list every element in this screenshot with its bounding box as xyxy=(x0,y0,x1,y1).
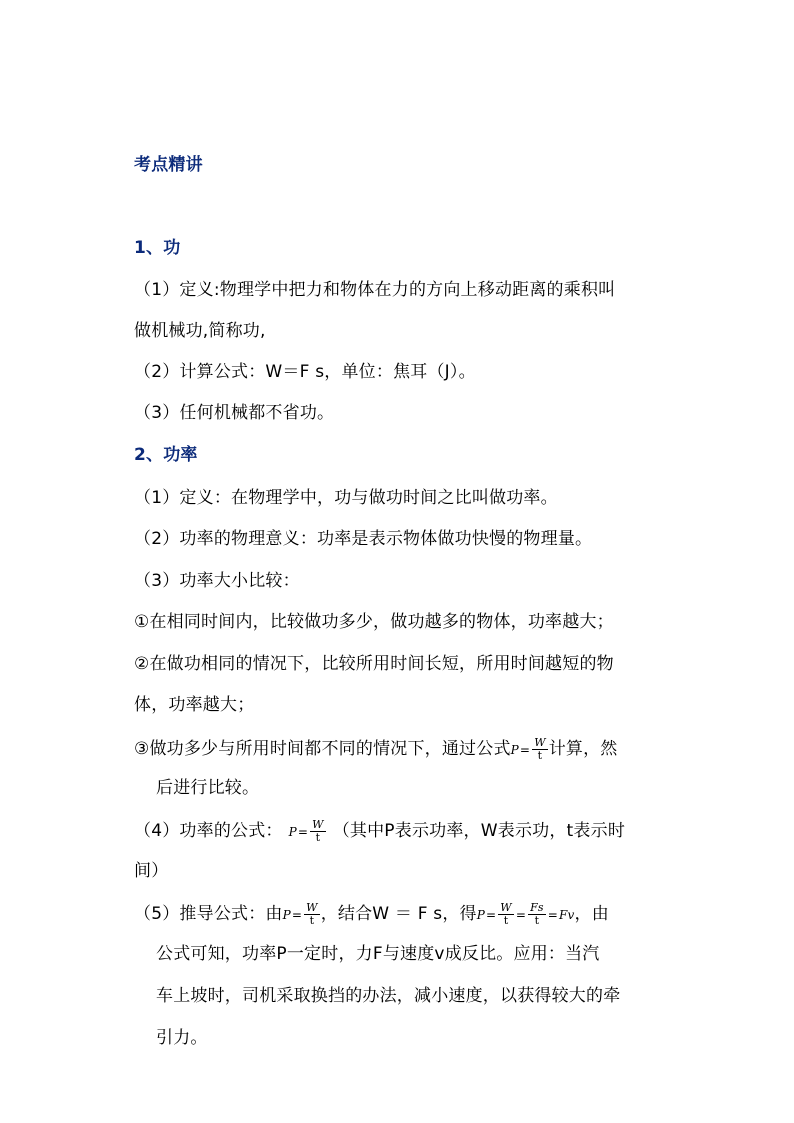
fraction-fs-over-t xyxy=(528,902,546,927)
formula-equals: = xyxy=(515,908,527,922)
fraction-w-over-t xyxy=(304,902,320,927)
comparison-item-2-line2: 体，功率越大； xyxy=(134,695,255,715)
power-formula-explanation: （其中P表示功率，W表示功，t表示时 xyxy=(332,821,626,841)
work-definition-line2: 做机械功,简称功, xyxy=(134,321,266,341)
fraction-numerator: W xyxy=(534,735,546,749)
fraction-numerator: W xyxy=(500,900,512,914)
fraction-denominator: t xyxy=(315,830,321,844)
formula-equals: = xyxy=(547,908,559,922)
fraction-numerator: Fs xyxy=(530,900,544,914)
work-formula: （2）计算公式：W＝F s，单位：焦耳（J）。 xyxy=(134,362,476,382)
fraction-w-over-t xyxy=(310,819,326,844)
fraction-numerator: W xyxy=(306,900,318,914)
comparison-item-3-tail: 计算，然 xyxy=(548,739,618,759)
comparison-item-2-line1: ②在做功相同的情况下，比较所用时间长短，所用时间越短的物 xyxy=(134,654,614,674)
formula-P: P xyxy=(510,743,519,757)
power-comparison-title: （3）功率大小比较： xyxy=(134,571,300,591)
formula-equals: = xyxy=(297,825,309,839)
derived-formula-line1 xyxy=(134,899,609,930)
formula-P: P xyxy=(476,908,486,922)
formula-equals: = xyxy=(291,908,303,922)
derived-formula-tail: ，由 xyxy=(574,904,609,924)
work-no-saving: （3）任何机械都不省功。 xyxy=(134,403,335,423)
fraction-w-over-t xyxy=(532,737,548,762)
derived-formula-label: （5）推导公式：由 xyxy=(134,904,283,924)
derived-formula-line2: 公式可知，功率P一定时，力F与速度v成反比。应用：当汽 xyxy=(156,944,600,964)
derived-formula-line4: 引力。 xyxy=(156,1028,208,1048)
power-formula-label: （4）功率的公式： xyxy=(134,821,283,841)
power-formula-line1 xyxy=(134,816,625,847)
derived-formula-line3: 车上坡时，司机采取换挡的办法，减小速度，以获得较大的牵 xyxy=(156,986,621,1006)
formula-equals: = xyxy=(519,743,531,757)
heading-work: 1、功 xyxy=(134,238,181,258)
fraction-denominator: t xyxy=(309,913,315,927)
formula-P: P xyxy=(282,908,291,922)
comparison-item-1: ①在相同时间内，比较做功多少，做功越多的物体，功率越大； xyxy=(134,612,614,632)
comparison-item-3-line2: 后进行比较。 xyxy=(156,778,260,798)
fraction-denominator: t xyxy=(537,748,543,762)
fraction-w-over-t xyxy=(498,902,514,927)
formula-P: P xyxy=(288,825,297,839)
fraction-denominator: t xyxy=(503,913,509,927)
power-definition: （1）定义：在物理学中，功与做功时间之比叫做功率。 xyxy=(134,488,558,508)
comparison-item-3-line1 xyxy=(134,734,618,765)
section-title: 考点精讲 xyxy=(134,155,203,175)
fraction-numerator: W xyxy=(312,817,324,831)
heading-power: 2、功率 xyxy=(134,445,198,465)
fraction-denominator: t xyxy=(534,913,540,927)
derived-formula-middle: ，结合W ＝ F s，得 xyxy=(320,904,477,924)
formula-Fv: Fv xyxy=(559,908,575,922)
comparison-item-3-text: ③做功多少与所用时间都不同的情况下，通过公式 xyxy=(134,739,511,759)
work-definition-line1: （1）定义:物理学中把力和物体在力的方向上移动距离的乘积叫 xyxy=(134,280,616,300)
power-formula-line2: 间） xyxy=(134,861,169,881)
formula-equals: = xyxy=(486,908,497,922)
power-meaning: （2）功率的物理意义：功率是表示物体做功快慢的物理量。 xyxy=(134,529,593,549)
